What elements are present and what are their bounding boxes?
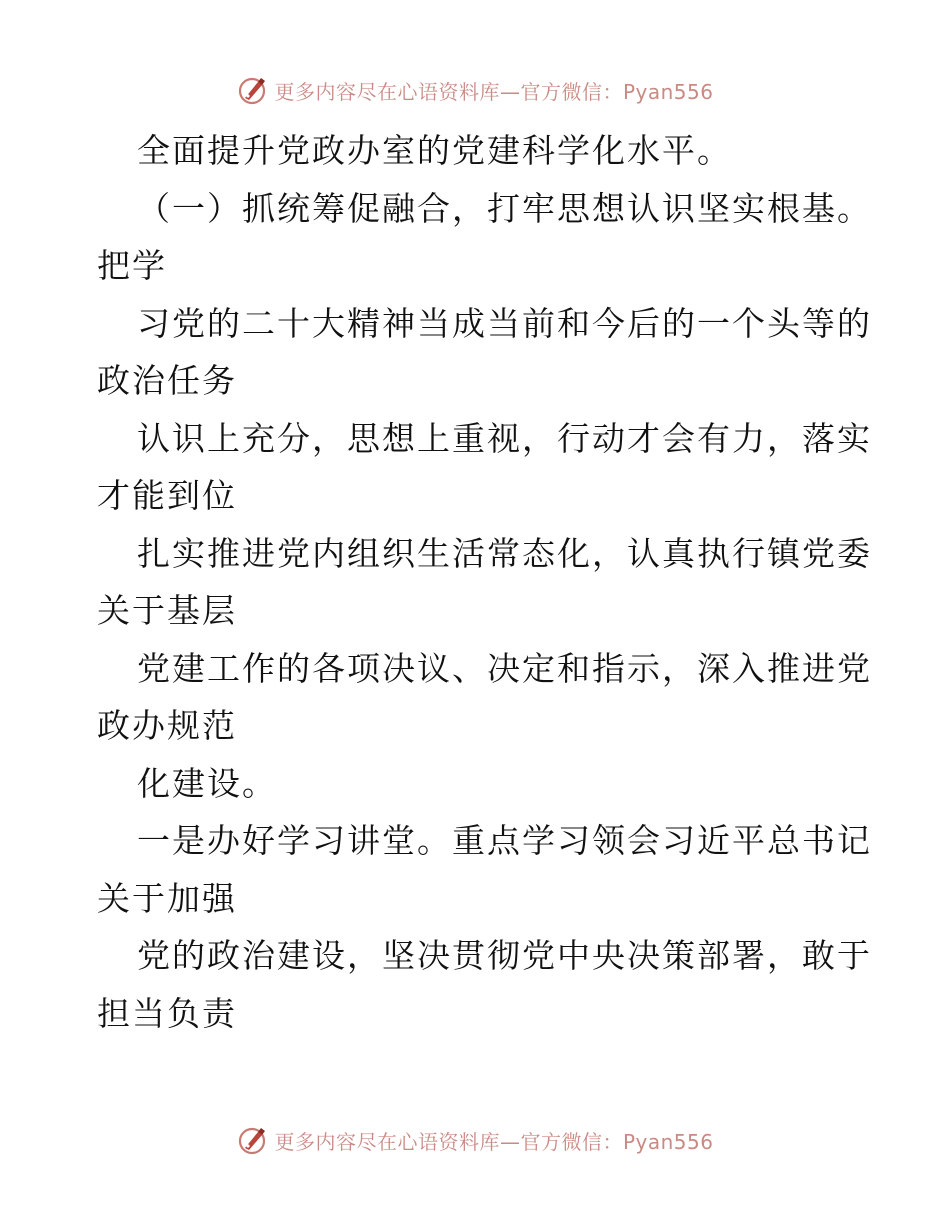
text-line: （一）抓统筹促融合，打牢思想认识坚实根基。 [137,188,872,228]
watermark-text: 更多内容尽在心语资料库—官方微信：Pyan556 [274,1129,714,1154]
text-line: 担当负责 [97,993,237,1033]
header-watermark-banner [0,70,950,110]
footer-watermark-banner [0,1120,950,1160]
text-line: 党的政治建设，坚决贯彻党中央决策部署，敢于 [137,936,872,975]
text-line: 扎实推进党内组织生活常态化，认真执行镇党委 [137,533,872,573]
text-line: 把学 [97,246,167,285]
text-line: 习党的二十大精神当成当前和今后的一个头等的 [137,303,872,343]
text-line: 关于基层 [97,591,237,630]
text-line: 党建工作的各项决议、决定和指示，深入推进党 [137,648,872,688]
text-line: 关于加强 [97,878,237,918]
text-line: 一是办好学习讲堂。重点学习领会习近平总书记 [137,821,872,860]
text-line: 全面提升党政办室的党建科学化水平。 [137,131,732,170]
text-line: 化建设。 [137,763,277,803]
text-line: 才能到位 [97,476,237,515]
document-body [97,122,872,1042]
watermark-text: 更多内容尽在心语资料库—官方微信：Pyan556 [274,79,714,104]
pen-nib-logo-icon [236,74,268,106]
text-line: 政办规范 [97,706,237,745]
pen-nib-logo-icon [236,1124,268,1156]
text-line: 政治任务 [97,361,237,400]
text-line: 认识上充分，思想上重视，行动才会有力，落实 [137,418,872,458]
